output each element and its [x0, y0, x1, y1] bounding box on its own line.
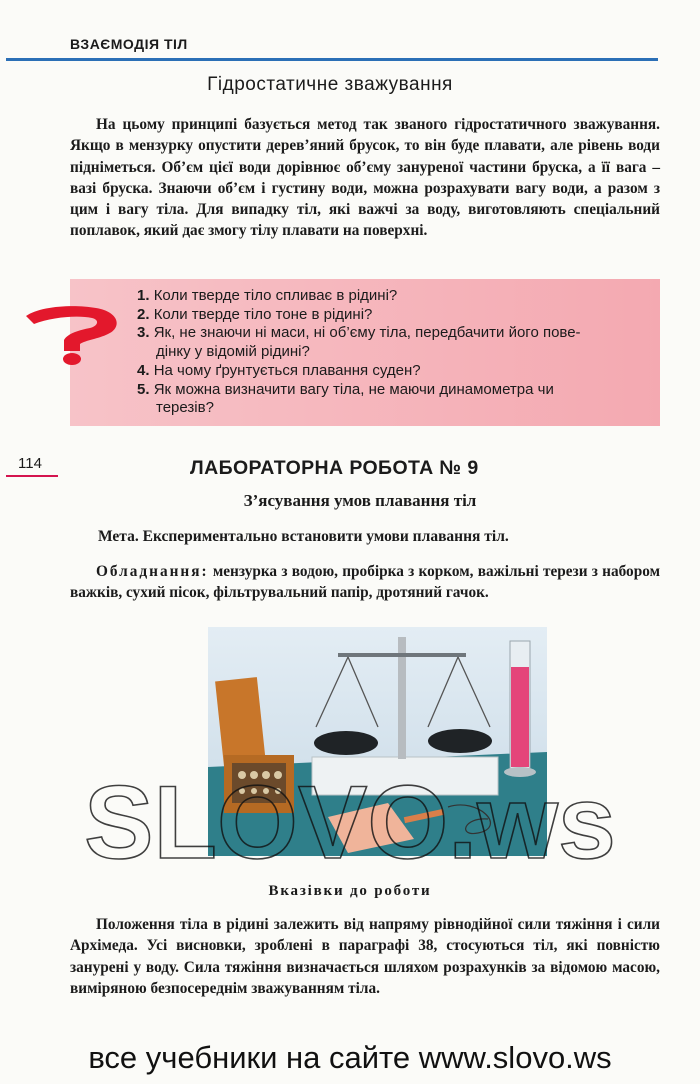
questions-list: [137, 287, 652, 418]
lab-title: ЛАБОРАТОРНА РОБОТА № 9: [190, 457, 479, 479]
list-item: 4. На чому ґрунтується плавання суден?: [137, 361, 421, 379]
section-paragraph: На цьому принципі базується метод так званого гідростатичного зважування. Якщо в мензурку опустити дерев’яний брусок, то він буде плавати, але рівень води підніметься. Об’єм цієї води дорівнює об’єму зануреної частини бруска, а її вага – вазі бруска. Знаючи об’єм і густину води, можна розрахувати вагу води, а разом з цим і вагу тіла. Для випадку тіл, які важчі за воду, виготовляють спеціальний поплавок, який дає змогу тілу плавати на поверхні.: [70, 116, 660, 240]
lab-goal: Мета. Експериментально встановити умови плавання тіл.: [98, 528, 509, 545]
guide-title: Вказівки до роботи: [268, 883, 432, 899]
section-title: Гідростатичне зважування: [207, 74, 453, 95]
lab-subtitle: З’ясування умов плавання тіл: [243, 491, 477, 510]
list-item: 5. Як можна визначити вагу тіла, не маючи динамометра чи терезів?: [137, 380, 554, 417]
page-number-rule: [6, 475, 58, 477]
list-item: 3. Як, не знаючи ні маси, ні об’єму тіла, передбачити його пове- дінку у відомій рідині?: [137, 324, 581, 361]
header-rule: [6, 58, 658, 61]
question-mark-icon: [22, 302, 122, 366]
lab-equipment: Обладнання: мензурка з водою, пробірка з корком, важільні терези з набором важків, сухий пісок, фільтрувальний папір, дротяний гачок.: [70, 563, 660, 602]
watermark: [70, 774, 630, 874]
running-header: ВЗАЄМОДІЯ ТІЛ: [70, 36, 188, 52]
footer-banner: все учебники на сайте www.slovo.ws: [88, 1040, 612, 1075]
guide-paragraph: Положення тіла в рідині залежить від напряму рівнодійної сили тяжіння і сили Архімеда. Усі висновки, зроблені в параграфі 38, стосуються тіл, які повністю занурені у воду. Сила тяжіння визначається шляхом розрахунків за відомою масою, виміряною безпосереднім зважуванням тіла.: [70, 916, 660, 997]
svg-text:SLOVO.ws: SLOVO.ws: [84, 774, 616, 874]
list-item: 1. Коли тверде тіло спливає в рідині?: [137, 287, 398, 304]
page-number: 114: [18, 455, 42, 472]
list-item: 2. Коли тверде тіло тоне в рідині?: [137, 305, 373, 323]
